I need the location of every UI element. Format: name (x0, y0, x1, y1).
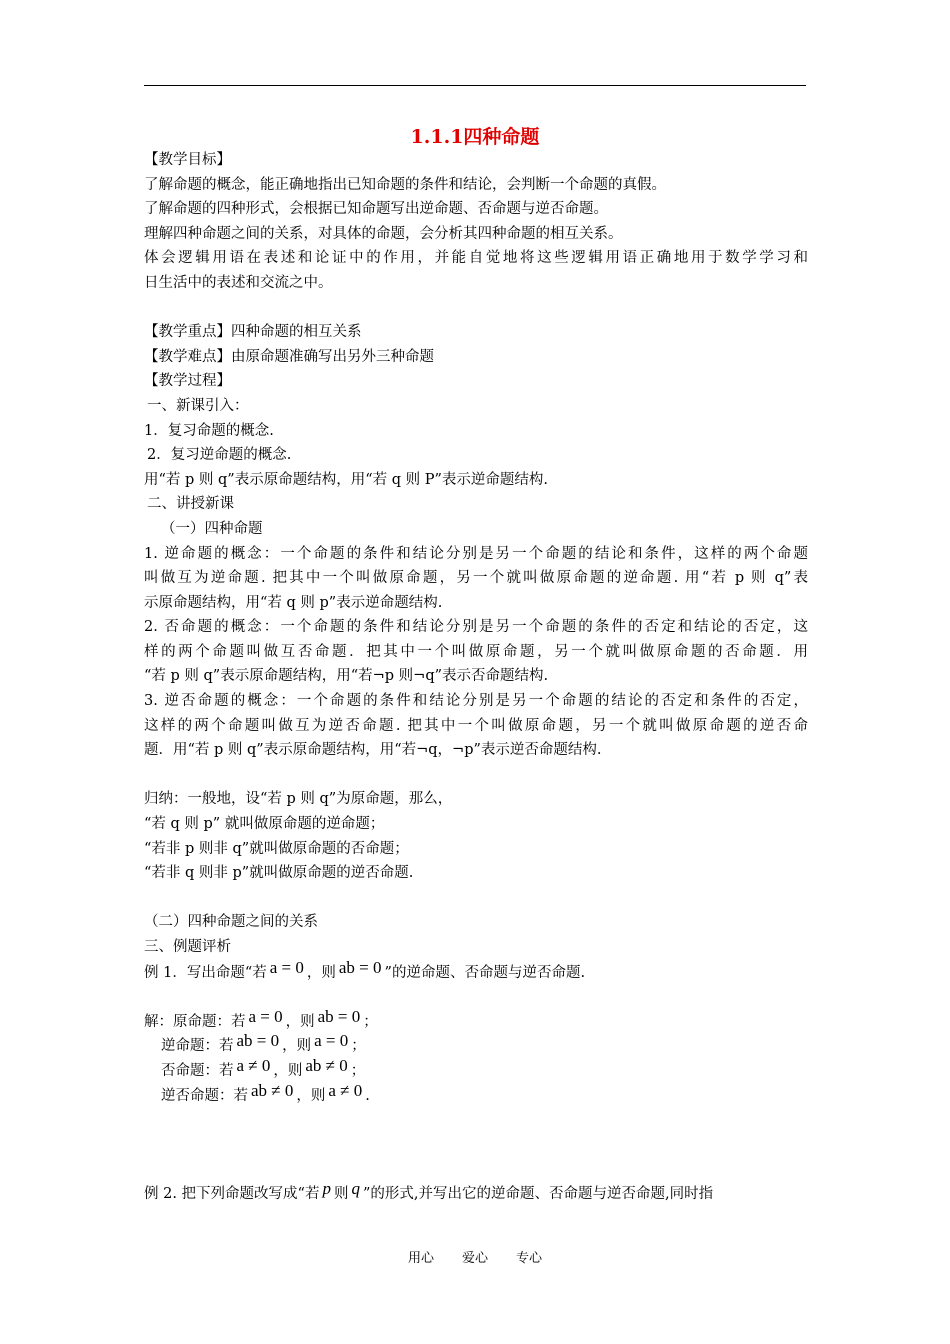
math-expression: a = 0 (248, 1008, 283, 1026)
math-expression: a = 0 (269, 959, 304, 977)
goal-line: 日生活中的表述和交流之中。 (144, 274, 333, 291)
definition-contrapositive: 这样的两个命题叫做互为逆否命题. 把其中一个叫做原命题，另一个就叫做原命题的逆否命 (144, 717, 808, 734)
math-expression: a = 0 (314, 1033, 349, 1051)
subsection-relations: （二）四种命题之间的关系 (144, 914, 318, 931)
definition-contrapositive: 题．用“若 p 则 q”表示原命题结构，用“若¬q，¬p”表示逆否命题结构. (144, 742, 602, 759)
page-footer (0, 1250, 950, 1268)
definition-converse: 1. 逆命题的概念：一个命题的条件和结论分别是另一个命题的结论和条件，这样的两个命题 (144, 545, 808, 562)
section3-heading: 三、例题评析 (144, 939, 231, 955)
math-expression: ab ≠ 0 (251, 1082, 294, 1100)
math-expression: a ≠ 0 (236, 1057, 271, 1075)
page-title: 1.1.1四种命题 (410, 126, 540, 148)
goal-line: 理解四种命题之间的关系，对具体的命题，会分析其四种命题的相互关系。 (144, 225, 623, 242)
math-expression: ab = 0 (236, 1033, 280, 1051)
math-expression: ab = 0 (338, 959, 382, 977)
definition-inverse: 2. 否命题的概念：一个命题的条件和结论分别是另一个命题的条件的否定和结论的否定，这 (144, 619, 808, 636)
summary-line: “若非 q 则非 p”就叫做原命题的逆否命题. (144, 865, 414, 882)
goal-line: 了解命题的四种形式，会根据已知命题写出逆命题、否命题与逆否命题。 (144, 201, 608, 218)
definition-inverse: 样的两个命题叫做互否命题．把其中一个叫做原命题，另一个就叫做原命题的否命题．用 (144, 643, 808, 660)
difficulty: 【教学难点】由原命题准确写出另外三种命题 (144, 348, 434, 365)
definition-contrapositive: 3. 逆否命题的概念：一个命题的条件和结论分别是另一个命题的结论的否定和条件的否定， (144, 693, 808, 710)
solution-line: 逆否命题：若 ab ≠ 0 ，则 a ≠ 0 . (161, 1082, 370, 1104)
goal-line: 体会逻辑用语在表述和论证中的作用，并能自觉地将这些逻辑用语正确地用于数学学习和 (144, 250, 808, 267)
footer-text: 专心 (516, 1251, 543, 1266)
section1-heading: 一、新课引入： (147, 397, 249, 414)
math-variable: q (351, 1180, 360, 1198)
section1-item: 1．复习命题的概念. (144, 422, 274, 439)
subsection-four-propositions: （一）四种命题 (161, 520, 263, 537)
summary-line: “若 q 则 p” 就叫做原命题的逆命题； (144, 816, 385, 833)
math-expression: ab ≠ 0 (305, 1057, 348, 1075)
summary-line: “若非 p 则非 q”就叫做原命题的否命题； (144, 840, 409, 857)
section1-item: 2．复习逆命题的概念. (147, 447, 292, 464)
goal-line: 了解命题的概念，能正确地指出已知命题的条件和结论，会判断一个命题的真假。 (144, 176, 666, 193)
solution-line: 解：原命题：若 a = 0 ，则 ab = 0 ； (144, 1008, 378, 1030)
document-body (144, 148, 808, 1206)
definition-converse: 示原命题结构，用“若 q 则 p”表示逆命题结构. (144, 594, 443, 611)
solution-line: 否命题：若 a ≠ 0 ，则 ab ≠ 0 ； (161, 1057, 366, 1079)
definition-converse: 叫做互为逆命题. 把其中一个叫做原命题，另一个就叫做原命题的逆命题. 用“若 p 则 q”表 (144, 570, 808, 587)
section1-item: 用“若 p 则 q”表示原命题结构，用“若 q 则 P”表示逆命题结构. (144, 471, 549, 488)
process-heading: 【教学过程】 (144, 373, 231, 390)
header-rule (144, 85, 806, 86)
key-point: 【教学重点】四种命题的相互关系 (144, 324, 362, 341)
goals-heading: 【教学目标】 (144, 152, 231, 168)
section2-heading: 二、讲授新课 (147, 496, 234, 513)
example1: 例 1．写出命题“若 a = 0 ，则 ab = 0 ”的逆命题、否命题与逆否命题. (144, 959, 586, 981)
math-variable: p (322, 1180, 331, 1198)
footer-text: 用心 (407, 1251, 434, 1266)
footer-text: 爱心 (461, 1251, 488, 1266)
summary-line: 归纳：一般地，设“若 p 则 q”为原命题，那么， (144, 791, 453, 808)
math-expression: a ≠ 0 (328, 1082, 363, 1100)
solution-line: 逆命题：若 ab = 0 ，则 a = 0 ； (161, 1033, 366, 1055)
definition-inverse: “若 p 则 q”表示原命题结构，用“若¬p 则¬q”表示否命题结构. (144, 668, 549, 685)
example2: 例 2. 把下列命题改写成“若 p 则 q ”的形式,并写出它的逆命题、否命题与逆否命题,同时指 (144, 1180, 714, 1202)
math-expression: ab = 0 (317, 1008, 361, 1026)
